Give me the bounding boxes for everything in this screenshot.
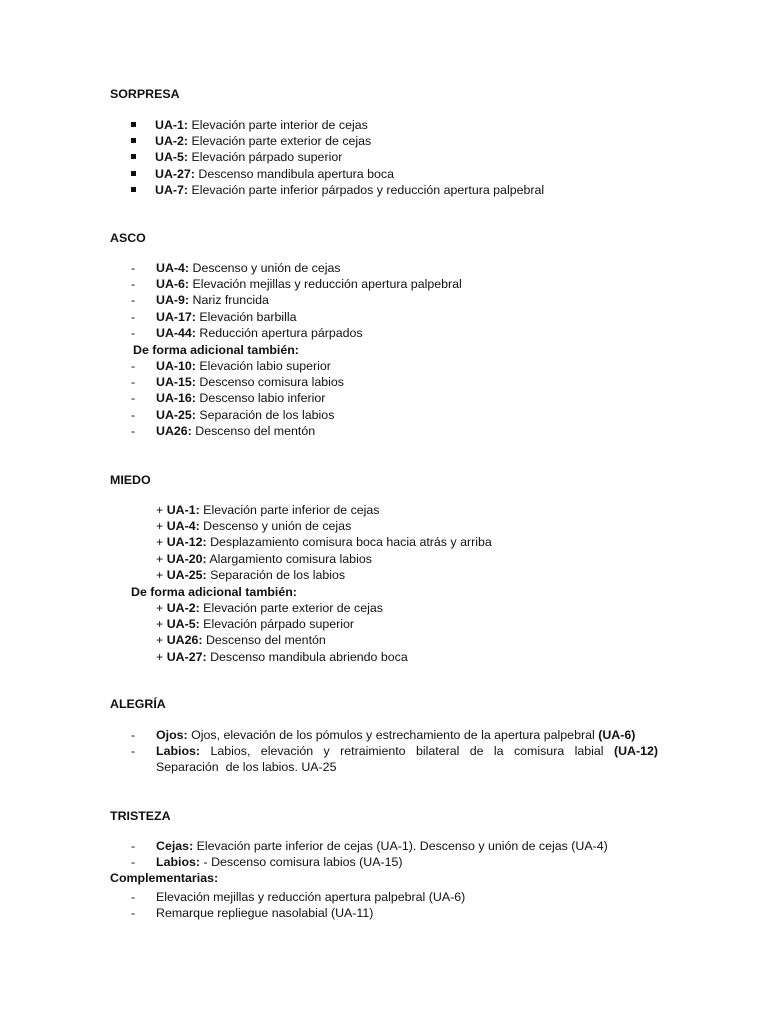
list-sorpresa xyxy=(110,117,544,198)
list-item: + UA-20: Alargamiento comisura labios xyxy=(156,551,372,566)
list-item: + UA-12: Desplazamiento comisura boca hacia atrás y arriba xyxy=(156,535,492,550)
list-item: - UA-15: Descenso comisura labios xyxy=(110,374,344,390)
list-asco xyxy=(110,260,462,341)
list-item: UA-5: Elevación párpado superior xyxy=(110,149,544,165)
list-item: - UA-9: Nariz fruncida xyxy=(110,292,462,308)
heading-alegria: ALEGRÍA xyxy=(110,697,166,711)
list-item: - UA-44: Reducción apertura párpados xyxy=(110,325,462,341)
heading-asco: ASCO xyxy=(110,231,146,245)
list-item: + UA-5: Elevación párpado superior xyxy=(156,617,355,632)
list-item: - UA-17: Elevación barbilla xyxy=(110,309,462,325)
list-item: - Cejas: Elevación parte inferior de cejas (UA-1). Descenso y unión de cejas (UA-4) xyxy=(110,838,608,854)
list-item: + UA-2: Elevación parte exterior de cejas xyxy=(156,601,383,615)
list-item: + UA-1: Elevación parte inferior de cejas xyxy=(156,503,380,517)
list-miedo-additional xyxy=(110,600,408,665)
list-item: - Ojos: Ojos, elevación de los pómulos y estrechamiento de la apertura palpebral (UA-6) xyxy=(110,727,658,743)
list-item: - UA-16: Descenso labio inferior xyxy=(110,390,344,406)
list-item: UA-2: Elevación parte exterior de cejas xyxy=(110,133,544,149)
heading-sorpresa: SORPRESA xyxy=(110,87,180,101)
heading-miedo: MIEDO xyxy=(110,473,151,487)
list-item: + UA26: Descenso del mentón xyxy=(156,633,326,648)
list-item: - UA-25: Separación de los labios xyxy=(110,407,344,423)
list-item: - Labios: - Descenso comisura labios (UA-15) xyxy=(110,854,608,870)
list-tristeza xyxy=(110,838,608,870)
list-item: - Remarque repliegue nasolabial (UA-11) xyxy=(110,905,465,921)
list-alegria xyxy=(110,727,658,776)
list-item: + UA-27: Descenso mandibula abriendo boca xyxy=(156,649,408,664)
list-item: + UA-25: Separación de los labios xyxy=(156,567,346,582)
list-tristeza-complementary xyxy=(110,889,465,921)
list-miedo xyxy=(110,502,492,583)
heading-tristeza: TRISTEZA xyxy=(110,809,171,823)
miedo-additional-label: De forma adicional también: xyxy=(131,585,297,599)
list-item: UA-7: Elevación parte inferior párpados y reducción apertura palpebral xyxy=(110,182,544,198)
list-item: - UA-4: Descenso y unión de cejas xyxy=(110,260,462,276)
list-item: - Labios: Labios, elevación y retraimiento bilateral de la comisura labial (UA-12) Separación de los labios. UA-25 xyxy=(110,743,658,775)
list-item: UA-1: Elevación parte interior de cejas xyxy=(110,117,544,133)
list-item: UA-27: Descenso mandibula apertura boca xyxy=(110,166,544,182)
list-asco-additional xyxy=(110,358,344,439)
list-item: - Elevación mejillas y reducción apertura palpebral (UA-6) xyxy=(110,889,465,905)
list-item: - UA26: Descenso del mentón xyxy=(110,423,344,439)
list-item: - UA-6: Elevación mejillas y reducción apertura palpebral xyxy=(110,276,462,292)
tristeza-complementary-label: Complementarias: xyxy=(110,871,219,885)
list-item: - UA-10: Elevación labio superior xyxy=(110,358,344,374)
asco-additional-label: De forma adicional también: xyxy=(133,343,299,357)
list-item: + UA-4: Descenso y unión de cejas xyxy=(156,519,352,534)
